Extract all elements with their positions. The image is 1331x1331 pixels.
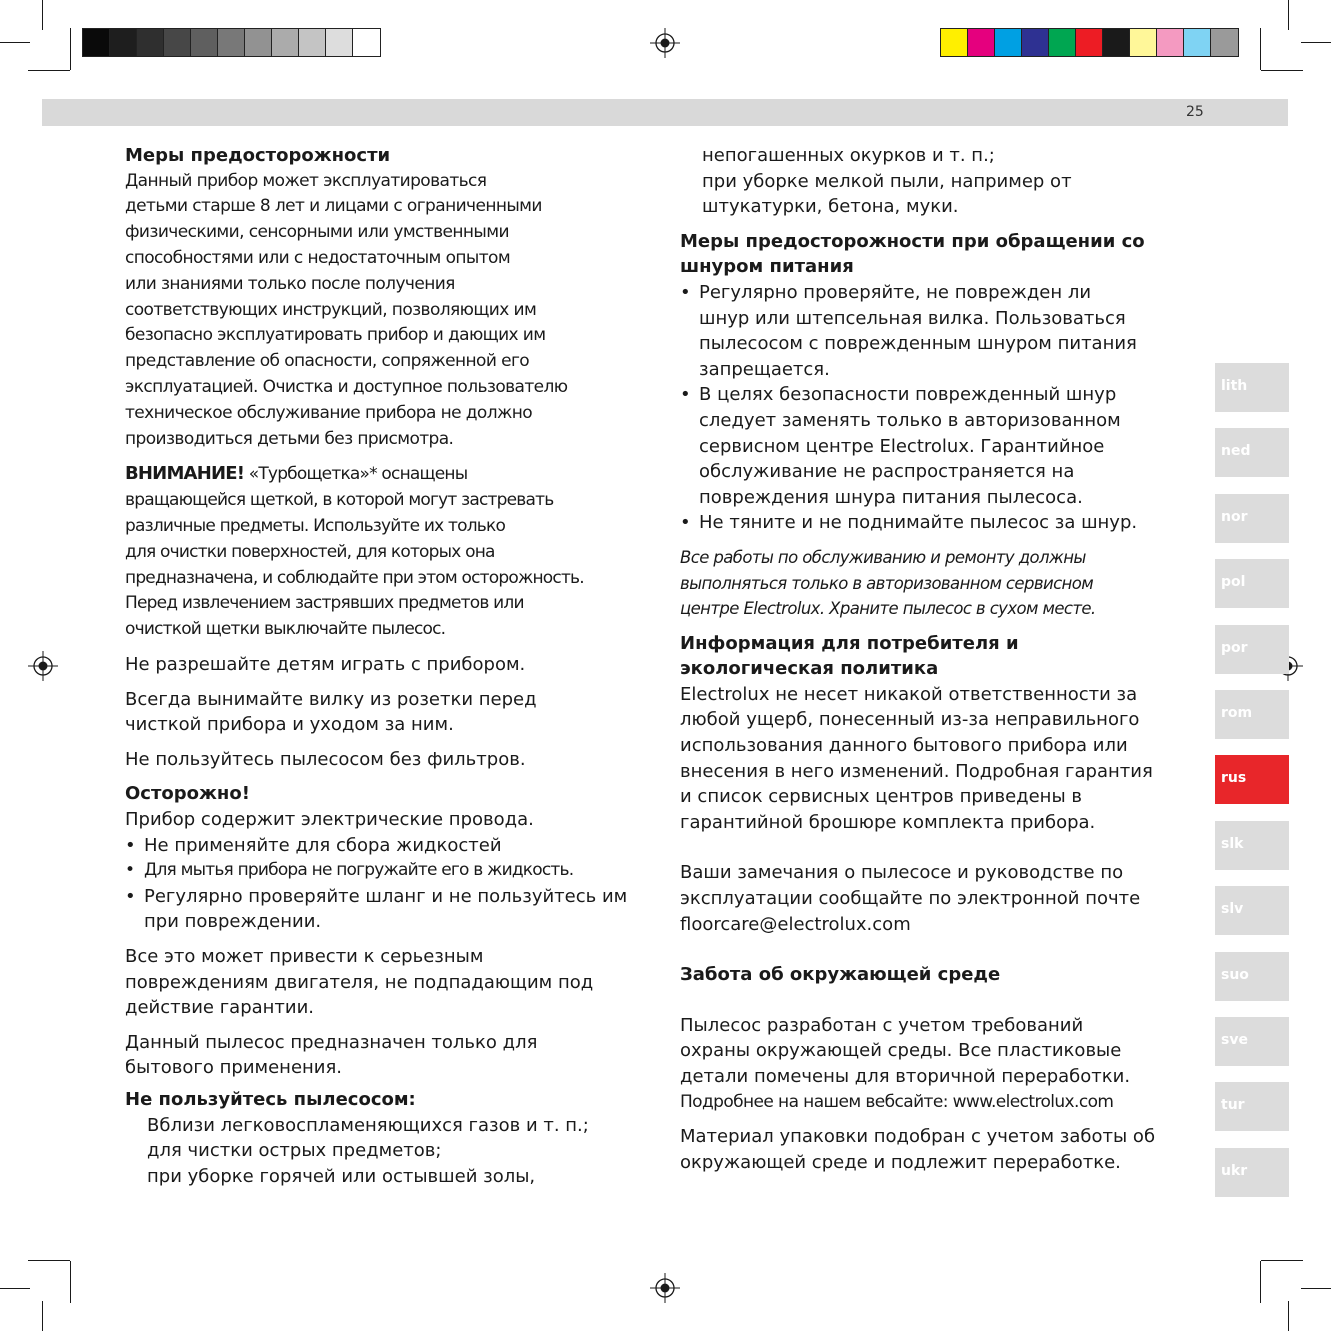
filters-note: Не пользуйтесь пылесосом без фильтров. [125,748,526,770]
list-item [680,510,1200,536]
registration-mark-icon [28,651,58,681]
warning-block [125,461,655,643]
damage-note [125,944,655,1021]
crop-mark [1301,1288,1331,1289]
process-color-bar [940,28,1239,57]
color-swatch [1049,29,1076,56]
list-item: • Регулярно проверяйте шланг и не пользуйтесь им при повреждении. [125,884,655,935]
list-item: для чистки острых предметов; [147,1140,442,1162]
tab-tur[interactable]: tur [1215,1082,1289,1131]
text-line: техническое обслуживание прибора не должно [125,402,533,423]
tab-slk[interactable]: slk [1215,821,1289,870]
page-header-bar [42,99,1288,126]
warning-first-line: «Турбощетка»* оснащены [244,464,468,485]
text-line: пылесосом с поврежденным шнуром питания [699,333,1137,355]
color-swatch [191,29,218,56]
text-line: • В целях безопасности поврежденный шнур [699,384,1117,406]
consumer-heading [680,631,1200,682]
dont-use-list [125,1113,655,1190]
crop-mark [0,42,30,43]
dont-use-continued [680,143,1200,220]
registration-mark-icon [650,1273,680,1303]
text-line: следует заменять только в авторизованном [699,409,1121,431]
feedback-text [680,860,1200,937]
precautions-heading: Меры предосторожности [125,145,391,166]
crop-mark [1260,28,1261,70]
environment-heading: Забота об окружающей среде [680,964,1001,986]
color-swatch [299,29,326,56]
text-line: • Не тяните и не поднимайте пылесос за шнур. [699,512,1138,534]
text-line: очисткой щетки выключайте пылесос. [125,619,446,640]
text-line: чисткой прибора и уходом за ним. [125,714,454,736]
crop-mark [1288,1301,1289,1331]
text-line: эксплуатацией. Очистка и доступное пользователю [125,376,568,397]
text-line: охраны окружающей среды. Все пластиковые [680,1040,1122,1062]
color-swatch [110,29,137,56]
crop-mark [70,1261,71,1303]
tab-slv[interactable]: slv [1215,886,1289,935]
color-swatch [1211,29,1238,56]
crop-mark [28,70,70,71]
household-note [125,1030,655,1081]
right-column [680,143,1200,1176]
cord-list [680,280,1200,536]
crop-mark [42,0,43,30]
text-line: Перед извлечением застрявших предметов или [125,593,524,614]
list-item [680,382,1200,510]
text-line: повреждениям двигателя, не подпадающим под [125,971,594,993]
text-line: шнуром питания [680,256,854,278]
tab-sve[interactable]: sve [1215,1017,1289,1066]
text-line: окружающей среде и подлежит переработке. [680,1151,1121,1173]
list-item: непогашенных окурков и т. п.; [702,145,995,166]
children-note: Не разрешайте детям играть с прибором. [125,653,526,675]
tab-por[interactable]: por [1215,625,1289,674]
registration-mark-icon [650,28,680,58]
text-line: соответствующих инструкций, позволяющих им [125,299,537,320]
color-swatch [968,29,995,56]
text-line: детьми старше 8 лет и лицами с ограниченными [125,196,542,217]
caution-text: Прибор содержит электрические провода. [125,808,534,830]
crop-mark [28,1260,70,1261]
left-column [125,143,655,1189]
cord-heading [680,229,1200,280]
text-line: представление об опасности, сопряженной его [125,351,530,372]
precautions-text [125,169,655,453]
text-line: запрещается. [699,358,830,380]
text-line: Electrolux не несет никакой ответственности за [680,683,1138,705]
text-line: центре Electrolux. Храните пылесос в сухом месте. [680,599,1096,619]
warning-label: ВНИМАНИЕ! [125,463,245,485]
unplug-note [125,687,655,738]
text-line: Информация для потребителя и [680,632,1019,654]
environment-text [680,1013,1200,1116]
tab-pol[interactable]: pol [1215,559,1289,608]
text-line: экологическая политика [680,658,939,680]
text-line: повреждения шнура питания пылесоса. [699,486,1083,508]
text-line: Ваши замечания о пылесосе и руководстве по [680,862,1124,884]
text-line: эксплуатации сообщайте по электронной почте [680,888,1141,910]
caution-heading: Осторожно! [125,783,250,805]
color-swatch [1022,29,1049,56]
packaging-text [680,1124,1200,1175]
color-swatch [245,29,272,56]
color-swatch [272,29,299,56]
color-swatch [218,29,245,56]
text-line: и список сервисных центров приведены в [680,786,1082,808]
tab-rus[interactable]: rus [1215,755,1289,804]
text-line: действие гарантии. [125,997,315,1019]
text-line: предназначена, и соблюдайте при этом осторожность. [125,567,584,588]
color-swatch [353,29,380,56]
text-line: выполняться только в авторизованном сервисном [680,573,1094,593]
website-line[interactable]: Подробнее на нашем вебсайте: www.electrolux.com [680,1091,1114,1112]
language-tabs [1215,363,1289,1213]
tab-nor[interactable]: nor [1215,494,1289,543]
text-line: гарантийной брошюре комплекта прибора. [680,811,1096,833]
crop-mark [1261,1260,1303,1261]
text-line: любой ущерб, понесенный из-за неправильного [680,709,1140,731]
text-line: производиться детьми без присмотра. [125,428,454,449]
text-line: Материал упаковки подобран с учетом заботы об [680,1126,1156,1148]
text-line: бытового применения. [125,1057,343,1079]
grayscale-color-bar [82,28,381,57]
text-line: детали помечены для вторичной переработки. [680,1066,1131,1087]
text-line: Всегда вынимайте вилку из розетки перед [125,688,537,710]
color-swatch [995,29,1022,56]
color-swatch [326,29,353,56]
text-line: безопасно эксплуатировать прибор и дающих им [125,325,546,346]
text-line: вращающейся щеткой, в которой могут застревать [125,490,554,511]
service-note [680,545,1200,622]
color-swatch [1157,29,1184,56]
color-swatch [83,29,110,56]
text-line: или знаниями только после получения [125,273,455,294]
list-item [680,280,1200,382]
color-swatch [137,29,164,56]
list-item: Вблизи легковоспламеняющихся газов и т. п.; [147,1114,589,1136]
color-swatch [1130,29,1157,56]
text-line: способностями или с недостаточным опытом [125,247,511,268]
text-line: Меры предосторожности при обращении со [680,230,1145,252]
text-line: обслуживание не распространяется на [699,461,1075,483]
color-swatch [1076,29,1103,56]
crop-mark [1288,0,1289,30]
tab-suo[interactable]: suo [1215,952,1289,1001]
list-item: штукатурки, бетона, муки. [702,196,959,218]
text-line [125,461,655,488]
crop-mark [0,1288,30,1289]
color-swatch [1103,29,1130,56]
crop-mark [42,1301,43,1331]
color-swatch [1184,29,1211,56]
text-line: внесения в него изменений. Подробная гарантия [680,760,1153,782]
tab-lith[interactable]: lith [1215,363,1289,412]
list-item: • Для мытья прибора не погружайте его в жидкость. [125,858,655,884]
text-line: физическими, сенсорными или умственными [125,222,509,243]
crop-mark [1260,1261,1261,1303]
tab-rom[interactable]: rom [1215,690,1289,739]
tab-ned[interactable]: ned [1215,428,1289,477]
text-line: использования данного бытового прибора или [680,735,1128,757]
list-item: при уборке мелкой пыли, например от [702,170,1072,192]
text-line: для очистки поверхностей, для которых она [125,541,495,562]
crop-mark [1261,70,1303,71]
text-line: различные предметы. Используйте их только [125,515,506,536]
crop-mark [1301,42,1331,43]
text-line: Пылесос разработан с учетом требований [680,1014,1084,1036]
text-line: Данный прибор может эксплуатироваться [125,170,487,191]
text-line: Все работы по обслуживанию и ремонту должны [680,547,1086,567]
page-number: 25 [1186,104,1204,120]
list-item: • Не применяйте для сбора жидкостей [125,833,655,859]
consumer-text [680,682,1200,836]
text-line: • Регулярно проверяйте, не поврежден ли [699,281,1092,303]
text-line: шнур или штепсельная вилка. Пользоваться [699,307,1126,329]
text-line: сервисном центре Electrolux. Гарантийное [699,435,1105,457]
caution-list [125,833,655,936]
color-swatch [941,29,968,56]
email-link[interactable]: floorcare@electrolux.com [680,913,911,935]
text-line: Все это может привести к серьезным [125,946,484,968]
tab-ukr[interactable]: ukr [1215,1148,1289,1197]
list-item: при уборке горячей или остывшей золы, [147,1165,536,1187]
crop-mark [70,28,71,70]
dont-use-heading: Не пользуйтесь пылесосом: [125,1089,416,1111]
color-swatch [164,29,191,56]
text-line: Данный пылесос предназначен только для [125,1031,538,1053]
